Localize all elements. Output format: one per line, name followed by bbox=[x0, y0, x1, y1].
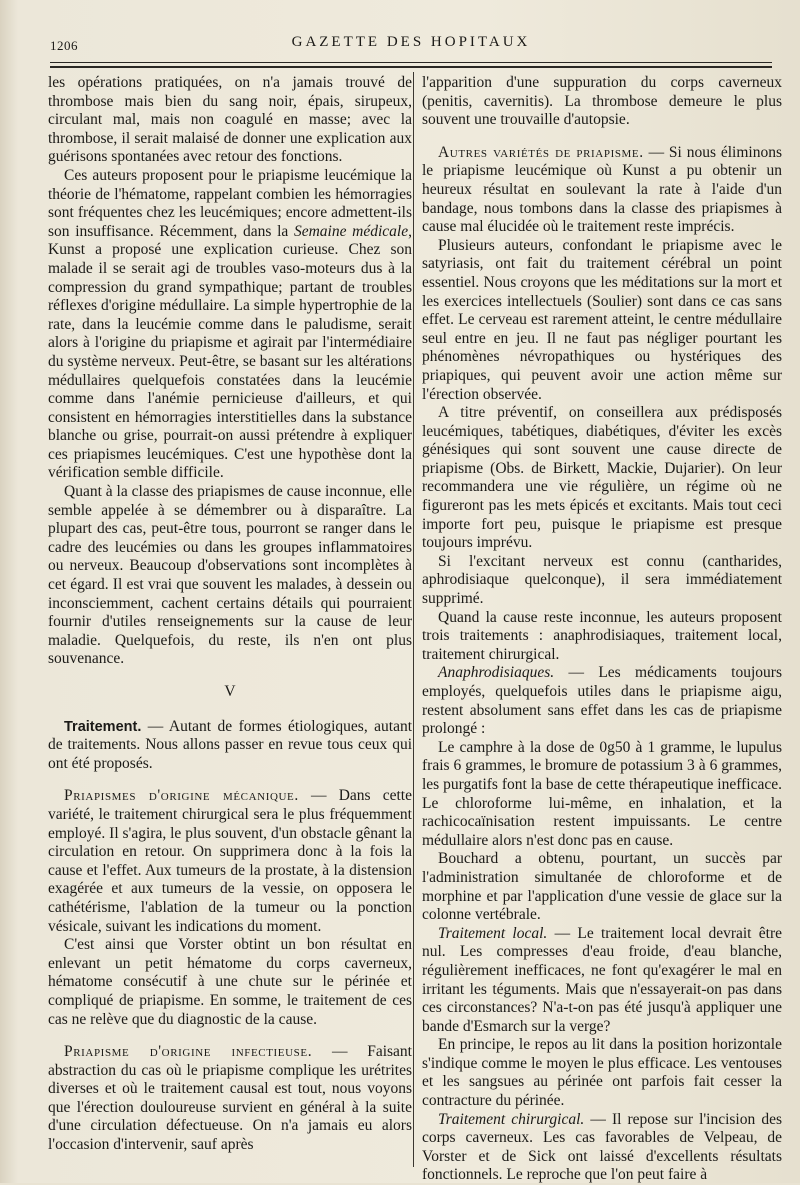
paragraph bbox=[422, 1111, 782, 1185]
page-number: 1206 bbox=[50, 38, 78, 53]
subsection-heading: Priapismes d'origine mécanique. bbox=[64, 787, 299, 805]
paragraph bbox=[422, 664, 782, 738]
subsection-heading: Anaphrodisiaques. bbox=[438, 664, 555, 682]
column-divider bbox=[413, 72, 414, 1167]
paragraph bbox=[48, 718, 412, 774]
subsection-heading: Traitement chirurgical. bbox=[438, 1110, 585, 1128]
paragraph-text: — Autant de formes étiologiques, autant de traitements. Nous allons passer en revue tous ceux qui ont été proposés. bbox=[48, 717, 412, 772]
paragraph: A titre préventif, on conseillera aux prédisposés leucémiques, tabétiques, diabétiques, d'éviter les excès génésiques qui sont souvent une cause directe de priapisme (Obs. de Birkett, Mackie, Dujarier). On leur recommandera une vie régulière, un régime où ne figureront pas les mets épicés et excitants. Mais tout ceci importe fort peu, puisque le priapisme est presque toujours imprévu. bbox=[422, 404, 782, 552]
subsection-heading: Autres variétés de priapisme. bbox=[438, 143, 644, 161]
left-column bbox=[48, 74, 412, 1155]
paragraph bbox=[422, 925, 782, 1037]
paragraph: Quant à la classe des priapismes de cause inconnue, elle semble appelée à se démembrer ou à disparaître. La plupart des cas, peut-être tous, pourront se ranger dans le cadre des leucémies ou dans les groupes inflammatoires ou nerveux. Beaucoup d'observations sont incomplètes à cet égard. Il est vrai que souvent les malades, à dessein ou inconsciemment, cachent certains détails qui pourraient fournir d'utiles renseignements sur la cause de leur maladie. Quelquefois, du reste, ils n'en ont plus souvenance. bbox=[48, 483, 412, 668]
header-rule-double bbox=[50, 66, 772, 68]
paragraph: Le camphre à la dose de 0g50 à 1 gramme, le lupulus frais 6 grammes, le bromure de potassium 3 à 6 grammes, les purgatifs font la base de cette thérapeutique inefficace. Le chloroforme lui-même, en inhalation, et la rachicocaïnisation restent impuissants. Le centre médullaire alors n'est donc pas en cause. bbox=[422, 738, 782, 849]
paragraph: l'apparition d'une suppuration du corps caverneux (penitis, cavernitis). La thrombose demeure le plus souvent une trouvaille d'autopsie. bbox=[422, 74, 782, 129]
paragraph bbox=[48, 787, 412, 936]
paragraph: Si l'excitant nerveux est connu (cantharides, aphrodisiaque quelconque), il sera immédiatement supprimé. bbox=[422, 552, 782, 608]
paragraph-text: — Il repose sur l'incision des corps caverneux. Les cas favorables de Velpeau, de Vorster et de Sick ont laissé d'excellents résultats fonctionnels. Le reproche que l'on peut faire à bbox=[422, 1110, 782, 1184]
subsection-heading: Priapisme d'origine infectieuse. bbox=[64, 1043, 313, 1061]
paragraph: Plusieurs auteurs, confondant le priapisme avec le satyriasis, ont fait du traitement cérébral un point essentiel. Nous croyons que les méditations sur la mort et les exercices intellectuels (Soulier) sont dans ce cas sans effet. Le cerveau est rarement atteint, le centre médullaire seul entre en jeu. Il ne faut pas négliger pourtant les phénomènes névropathiques ou hystériques des priapiques, qui peuvent avoir une action même sur l'érection observée. bbox=[422, 236, 782, 403]
paragraph bbox=[48, 167, 412, 483]
paragraph: les opérations pratiquées, on n'a jamais trouvé de thrombose mais bien du sang noir, épais, sirupeux, circulant mal, mais non coagulé en masse; avec la thrombose, il serait malaisé de donner une explication aux guérisons spontanées avec retour des fonctions. bbox=[48, 74, 412, 166]
paragraph bbox=[48, 1043, 412, 1155]
paragraph: C'est ainsi que Vorster obtint un bon résultat en enlevant un petit hématome du corps caverneux, hématome consécutif à une chute sur le périnée et compliqué de priapisme. En somme, le traitement de ces cas ne relève que du diagnostic de la cause. bbox=[48, 936, 412, 1028]
right-column bbox=[422, 74, 782, 1185]
section-numeral: V bbox=[224, 683, 236, 700]
section-heading: Traitement. bbox=[64, 718, 142, 735]
paragraph: Quand la cause reste inconnue, les auteurs proposent trois traitements : anaphrodisiaques, traitement local, traitement chirurgical. bbox=[422, 608, 782, 663]
header-rule bbox=[50, 62, 772, 63]
subsection-heading: Traitement local. bbox=[438, 924, 548, 942]
publication-title: Semaine médicale bbox=[293, 222, 409, 240]
paragraph bbox=[422, 144, 782, 237]
paragraph-text: , Kunst a proposé une explication curieuse. Chez son malade il se serait agi de troubles vaso-moteurs dus à la compression du grand sympathique; partant de troubles réflexes d'origine médullaire. La simple hypertrophie de la rate, dans la leucémie comme dans le paludisme, serait alors à l'origine du priapisme et agirait par l'intermédiaire du système nerveux. Peut-être, se basant sur les altérations médullaires quelquefois constatées dans la leucémie comme dans l'anémie pernicieuse d'ailleurs, et qui consistent en hémorragies interstitielles dans la substance blanche ou grise, pourrait-on aussi prétendre à expliquer ces priapismes leucémiques. C'est une hypothèse dont la vérification semble difficile. bbox=[48, 222, 412, 482]
paragraph-text: — Dans cette variété, le traitement chirurgical sera le plus fréquemment employé. Il s'agira, le plus souvent, d'un obstacle gênant la circulation en retour. On supprimera donc à la fois la cause et l'effet. Aux tumeurs de la prostate, à la distension exagérée et aux tumeurs de la vessie, on opposera le cathétérisme, l'ablation de la tumeur ou la ponction vésicale, suivant les indications du moment. bbox=[48, 787, 412, 935]
journal-title: GAZETTE DES HOPITAUX bbox=[291, 34, 531, 50]
paragraph: En principe, le repos au lit dans la position horizontale s'indique comme le moyen le plus efficace. Les ventouses et les sangsues au périnée ont parfois fait cesser la contracture du périnée. bbox=[422, 1036, 782, 1110]
paragraph-text: — Les médicaments toujours employés, quelquefois utiles dans le priapisme aigu, restent absolument sans effet dans les cas de priapisme prolongé : bbox=[422, 664, 782, 738]
paragraph-text: — Si nous éliminons le priapisme leucémique où Kunst a pu obtenir un heureux résultat en soulevant la rate à l'aide d'un bandage, nous tombons dans la classe des priapismes à cause mal élucidée où le traitement reste imprécis. bbox=[422, 143, 782, 236]
paragraph-text: Ces auteurs proposent pour le priapisme leucémique la théorie de l'hématome, rappelant combien les hémorragies sont fréquentes chez les leucémiques; encore admettent-ils son insuffisance. Récemment, dans la bbox=[48, 166, 412, 240]
paragraph-text: — Le traitement local devrait être nul. Les compresses d'eau froide, d'eau blanche, régulièrement inefficaces, ne font qu'exagérer le mal en irritant les téguments. Mais que n'essayerait-on pas dans ces circonstances? N'a-t-on pas été jusqu'à appliquer une bande d'Esmarch sur la verge? bbox=[422, 924, 782, 1035]
page-header bbox=[50, 32, 772, 54]
paragraph-text: — Faisant abstraction du cas où le priapisme complique les urétrites diverses et où le traitement causal est tout, nous voyons que l'érection douloureuse survient en général à la suite d'une circulation défectueuse. On n'a jamais eu alors l'occasion d'intervenir, sauf après bbox=[48, 1043, 412, 1154]
paragraph: Bouchard a obtenu, pourtant, un succès par l'administration simultanée de chloroforme et de morphine et par l'application d'une vessie de glace sur la colonne vertébrale. bbox=[422, 850, 782, 924]
